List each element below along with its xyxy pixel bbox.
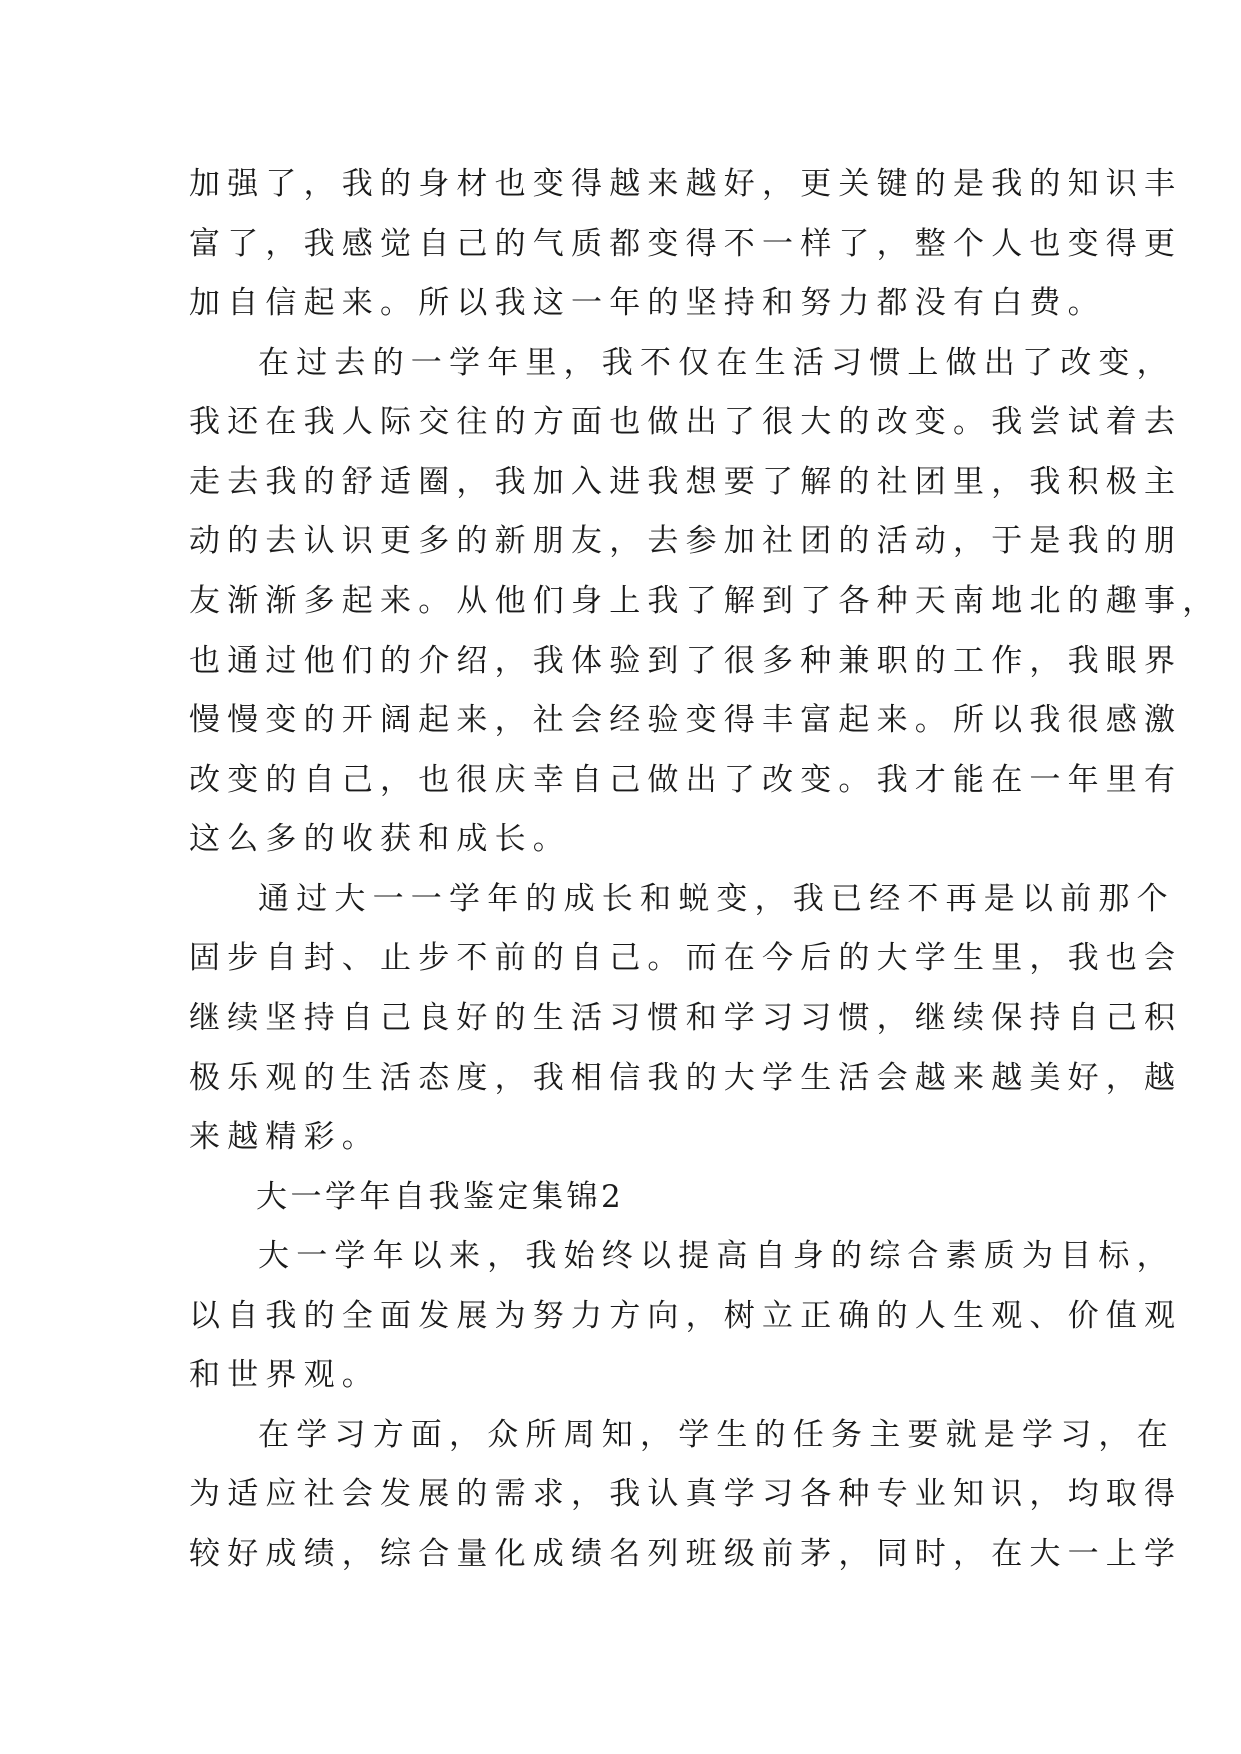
text-line: 走去我的舒适圈，我加入进我想要了解的社团里，我积极主 (189, 464, 1183, 500)
text-line: 以自我的全面发展为努力方向，树立正确的人生观、价值观 (189, 1298, 1183, 1334)
text-line: 为适应社会发展的需求，我认真学习各种专业知识，均取得 (189, 1476, 1183, 1512)
section-title: 大一学年自我鉴定集锦2 (256, 1179, 625, 1215)
text-line: 极乐观的生活态度，我相信我的大学生活会越来越美好，越 (189, 1060, 1183, 1096)
text-line: 较好成绩，综合量化成绩名列班级前茅，同时，在大一上学 (189, 1536, 1183, 1572)
text-line: 也通过他们的介绍，我体验到了很多种兼职的工作，我眼界 (189, 643, 1183, 679)
text-line: 来越精彩。 (189, 1119, 380, 1155)
text-line: 动的去认识更多的新朋友，去参加社团的活动，于是我的朋 (189, 523, 1183, 559)
paragraph-first-line: 在过去的一学年里，我不仅在生活习惯上做出了改变， (258, 345, 1175, 381)
text-line: 这么多的收获和成长。 (189, 821, 571, 857)
text-line: 友渐渐多起来。从他们身上我了解到了各种天南地北的趣事， (189, 583, 1221, 619)
paragraph-first-line: 大一学年以来，我始终以提高自身的综合素质为目标， (258, 1238, 1175, 1274)
text-line: 富了，我感觉自己的气质都变得不一样了，整个人也变得更 (189, 226, 1183, 262)
text-line: 改变的自己，也很庆幸自己做出了改变。我才能在一年里有 (189, 762, 1183, 798)
text-line: 继续坚持自己良好的生活习惯和学习习惯，继续保持自己积 (189, 1000, 1183, 1036)
paragraph-first-line: 通过大一一学年的成长和蜕变，我已经不再是以前那个 (258, 881, 1175, 917)
paragraph-first-line: 在学习方面，众所周知，学生的任务主要就是学习，在 (258, 1417, 1175, 1453)
text-line: 固步自封、止步不前的自己。而在今后的大学生里，我也会 (189, 940, 1183, 976)
text-line: 慢慢变的开阔起来，社会经验变得丰富起来。所以我很感激 (189, 702, 1183, 738)
text-line: 加自信起来。所以我这一年的坚持和努力都没有白费。 (189, 285, 1106, 321)
text-line: 我还在我人际交往的方面也做出了很大的改变。我尝试着去 (189, 404, 1183, 440)
text-line: 和世界观。 (189, 1357, 380, 1393)
text-line: 加强了，我的身材也变得越来越好，更关键的是我的知识丰 (189, 166, 1183, 202)
